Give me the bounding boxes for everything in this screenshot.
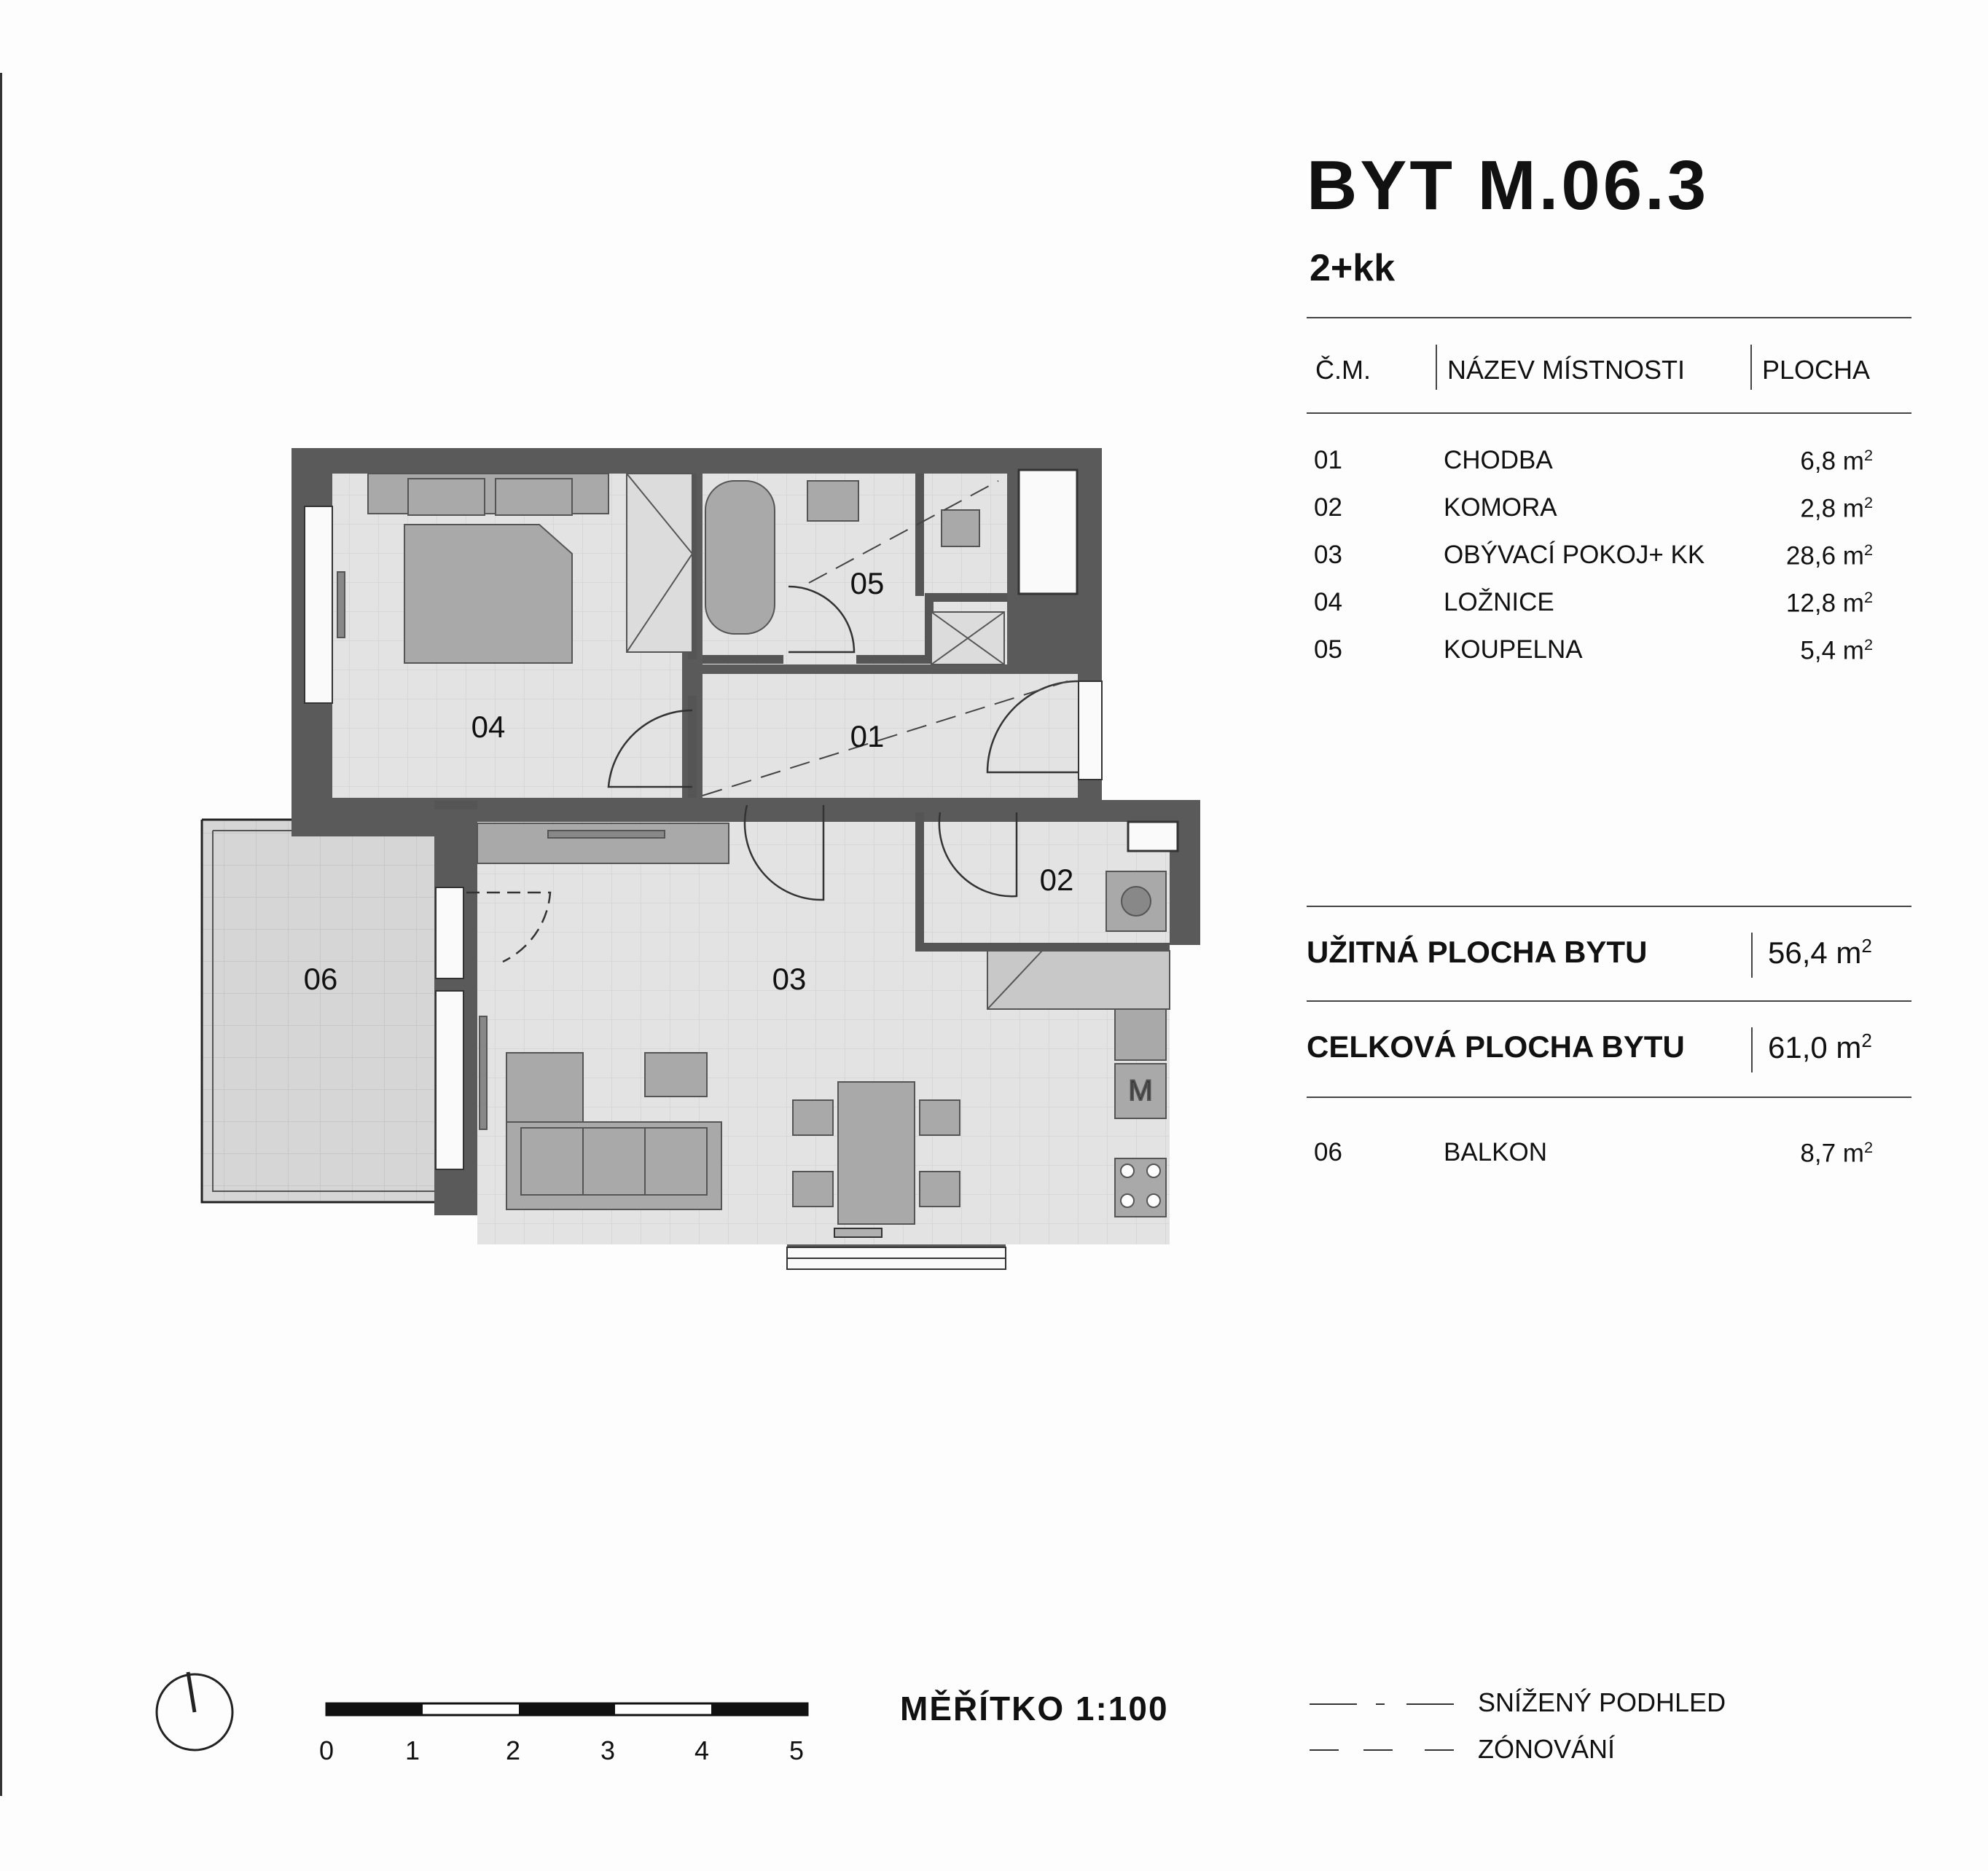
col-header-name: NÁZEV MÍSTNOSTI	[1447, 355, 1686, 385]
room-label-04: 04	[471, 710, 506, 744]
room-number: 04	[1314, 588, 1342, 616]
room-name: CHODBA	[1444, 446, 1553, 474]
room-area: 5,4 $m^2$	[1800, 635, 1873, 665]
total-area-value: 61,0 $m^2$	[1768, 1029, 1872, 1064]
room-number: 01	[1314, 446, 1342, 474]
room-label-01: 01	[850, 719, 885, 753]
scale-tick: 1	[405, 1735, 420, 1765]
room-area: 28,6 $m^2$	[1785, 541, 1873, 570]
vent	[1128, 822, 1178, 851]
room-area: 6,8 $m^2$	[1800, 446, 1873, 476]
legend-lowered-ceiling: SNÍŽENÝ PODHLED	[1478, 1687, 1726, 1717]
room-number: 03	[1314, 541, 1342, 569]
scale-bar	[326, 1703, 807, 1715]
total-area-label: CELKOVÁ PLOCHA BYTU	[1307, 1029, 1685, 1064]
room-area: 2,8 $m^2$	[1800, 493, 1873, 523]
shaft	[1019, 470, 1077, 594]
dining-table	[838, 1082, 915, 1224]
col-separator	[1436, 345, 1437, 390]
legend-lines	[1310, 1704, 1454, 1750]
coffee-table	[645, 1053, 707, 1097]
bed	[404, 525, 572, 663]
room-label-05: 05	[850, 566, 885, 600]
divider	[1307, 1000, 1911, 1002]
scale-tick: 0	[319, 1735, 334, 1765]
svg-text:M: M	[1128, 1075, 1153, 1107]
room-number: 02	[1314, 493, 1342, 522]
tv-unit	[477, 823, 729, 863]
scale-tick: 3	[600, 1735, 616, 1765]
room-label-03: 03	[772, 962, 807, 996]
usable-area-label: UŽITNÁ PLOCHA BYTU	[1307, 935, 1648, 969]
col-header-number: Č.M.	[1315, 355, 1371, 385]
room-name: KOUPELNA	[1444, 635, 1583, 664]
room-area: 8,7 $m^2$	[1800, 1138, 1873, 1168]
room-name: LOŽNICE	[1444, 588, 1554, 616]
room-area: 12,8 $m^2$	[1785, 588, 1873, 618]
scale-tick: 2	[506, 1735, 521, 1765]
divider	[1307, 412, 1911, 414]
col-separator	[1750, 345, 1752, 390]
room-label-06: 06	[303, 962, 338, 996]
toilet	[942, 510, 979, 546]
wardrobe	[627, 474, 692, 652]
col-separator	[1751, 933, 1753, 978]
apartment-title: BYT M.06.3	[1307, 146, 1710, 224]
sink	[807, 481, 858, 521]
usable-area-value: 56,4 $m^2$	[1768, 935, 1872, 970]
north-arrow-icon	[157, 1672, 232, 1750]
room-name: BALKON	[1444, 1138, 1547, 1166]
divider	[1307, 1097, 1911, 1098]
legend-zoning: ZÓNOVÁNÍ	[1478, 1734, 1616, 1764]
floor-01	[703, 674, 1078, 798]
scale-caption: MĚŘÍTKO 1:100	[900, 1690, 1169, 1727]
bathtub	[705, 481, 775, 634]
layout-type: 2+kk	[1310, 247, 1396, 289]
kitchen-sink	[1115, 1009, 1166, 1060]
divider	[1307, 906, 1911, 907]
room-name: OBÝVACÍ POKOJ+ KK	[1444, 541, 1705, 569]
room-name: KOMORA	[1444, 493, 1557, 522]
balcony-06	[202, 820, 437, 1202]
room-label-02: 02	[1039, 863, 1074, 897]
scale-tick: 5	[789, 1735, 805, 1765]
col-header-area: PLOCHA	[1762, 355, 1871, 385]
scale-tick: 4	[694, 1735, 710, 1765]
divider	[1307, 317, 1911, 318]
room-number: 05	[1314, 635, 1342, 664]
col-separator	[1751, 1027, 1753, 1072]
room-number: 06	[1314, 1138, 1342, 1166]
